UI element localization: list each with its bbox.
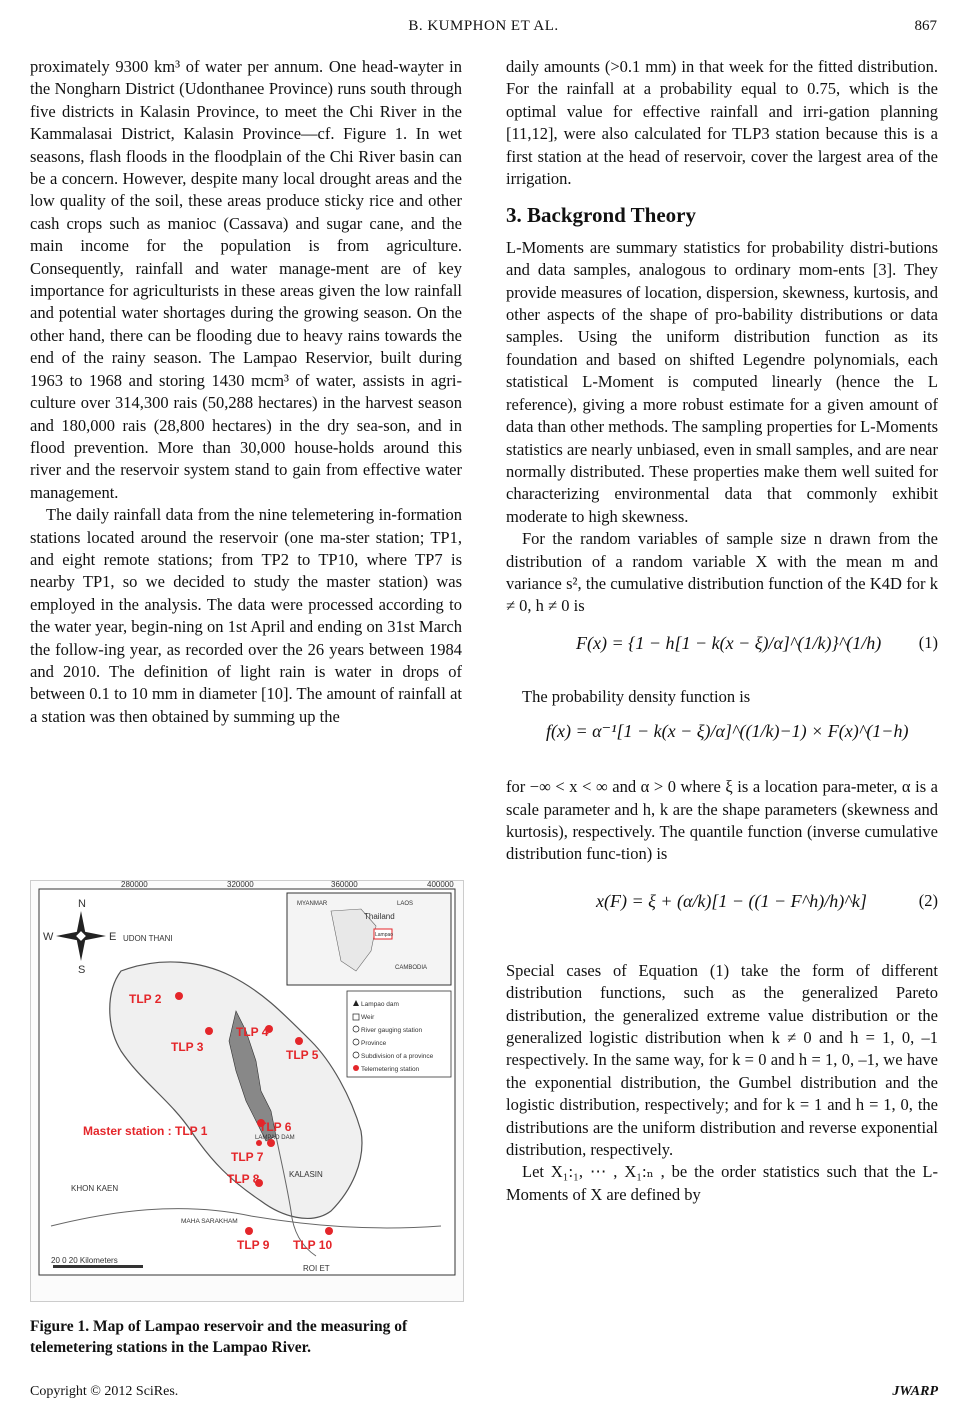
figure-caption: Figure 1. Map of Lampao reservoir and the measuring of telemetering stations in the Lampao River.	[30, 1318, 408, 1356]
master-station-label: Master station : TLP 1	[83, 1124, 208, 1138]
legend-item-4: Province	[361, 1040, 387, 1047]
equation-2-text: x(F) = ξ + (α/k)[1 − ((1 − F^h)/h)^k]	[596, 890, 867, 911]
compass-s: S	[78, 964, 86, 976]
station-label-3: TLP 3	[171, 1040, 204, 1054]
x-ticks	[121, 881, 454, 889]
station-label-4: TLP 4	[236, 1025, 269, 1039]
compass-e: E	[109, 931, 117, 943]
place-roiet: ROI ET	[303, 1264, 330, 1273]
inset-map	[287, 893, 451, 985]
right-paragraph-7: Let X₁:₁, ⋯ , X₁:ₙ , be the order statistics such that the L-Moments of X are defined by	[506, 1162, 938, 1204]
copyright: Copyright © 2012 SciRes.	[30, 1384, 179, 1399]
station-dot-3	[205, 1027, 213, 1035]
equation-2-number: (2)	[918, 890, 938, 910]
right-paragraph-5: for −∞ < x < ∞ and α > 0 where ξ is a location para-meter, α is a scale parameter and h, k are the shape parameters (skewness and kurtosis), respectively. The quantile function (inverse cumulative distribution func-tion) is	[506, 777, 938, 864]
legend-item-1: Lampao dam	[361, 1001, 399, 1008]
equation-1	[506, 618, 938, 678]
compass-n: N	[78, 898, 86, 910]
place-maha: MAHA SARAKHAM	[181, 1218, 238, 1225]
figure-map	[30, 880, 464, 1302]
station-dot-5	[295, 1037, 303, 1045]
inset-myanmar: MYANMAR	[297, 901, 328, 907]
left-column	[30, 56, 462, 728]
equation-pdf	[506, 708, 938, 766]
station-label-10: TLP 10	[293, 1238, 333, 1252]
tick-x1: 280000	[121, 881, 148, 889]
equation-2	[506, 866, 938, 960]
station-label-2: TLP 2	[129, 992, 162, 1006]
station-label-7: TLP 7	[231, 1150, 264, 1164]
legend-item-3: River gauging station	[361, 1027, 423, 1034]
legend-item-5: Subdivision of a province	[361, 1053, 434, 1060]
compass-w: W	[43, 931, 54, 943]
station-dot-2	[175, 992, 183, 1000]
scale-bar-label: 20 0 20 Kilometers	[51, 1256, 118, 1265]
inset-laos: LAOS	[397, 901, 414, 907]
equation-1-text: F(x) = {1 − h[1 − k(x − ξ)/α]^(1/k)}^(1/h)	[576, 632, 882, 653]
tick-x3: 360000	[331, 881, 358, 889]
journal-name: JWARP	[892, 1384, 938, 1399]
station-dot-9	[245, 1227, 253, 1235]
station-label-9: TLP 9	[237, 1238, 270, 1252]
tick-x2: 320000	[227, 881, 254, 889]
right-paragraph-6: Special cases of Equation (1) take the form of different distribution functions, such as the generalized Pareto distribution, the generalized extreme value distribution or the generalized logistic distribution when k ≠ 0 and h = 1, 0, –1 respectively. In the same way, for k = 0 and h = 1, 0, –1, we have the exponential distribution, the Gumbel distribution and the logistic distribution, respectively; and for k = 1 and h = 1, 0, the distributions are the uniform distribution and reverse exponential distribution, respectively.	[506, 960, 938, 1160]
right-paragraph-1: daily amounts (>0.1 mm) in that week for the fitted distribution. For the rainfall at a probability equal to 0.75, which is the optimal value for effective rainfall and irri-gation planning [11,12], were also calculated for TLP3 station because this is a first station at the head of reservoir, cover the largest area of the irrigation.	[506, 57, 938, 189]
scale-bar	[53, 1265, 143, 1268]
running-title: B. KUMPHON ET AL.	[408, 18, 559, 34]
left-paragraph-2: The daily rainfall data from the nine telemetering in-formation stations located around the reservoir (one ma-ster station; TP1, and eight remote stations; from TP2 to TP10, where TP7 is nearby TP1, so we decided to study the master station) was employed in the analysis. The data were processed according to the water year, begin-ning on 1st April and ending on 31st March the follow-ing year, as recorded over the 26 years between 1984 and 2010. The definition of light rain is water in drops of between 0.1 to 10 mm in diameter [10]. The amount of rainfall at a station was then obtained by summing up the	[30, 505, 462, 726]
place-udon: UDON THANI	[123, 934, 173, 943]
right-paragraph-4: The probability density function is	[522, 686, 751, 706]
right-paragraph-3: For the random variables of sample size n drawn from the distribution of a random variable X with the mean m and variance s², the cumulative distribution function of the K4D for k ≠ 0, h ≠ 0 is	[506, 529, 938, 616]
inset-lampao: Lampao	[375, 932, 394, 938]
place-khon: KHON KAEN	[71, 1184, 119, 1193]
place-kalasin: KALASIN	[289, 1170, 323, 1179]
left-paragraph-1: proximately 9300 km³ of water per annum. One head-wayter in the Nongharn District (Udonthanee Province) runs south through five districts in Kalasin Province, to meet the Chi River in the Kammalasai District, Kalasin Province—cf. Figure 1. In wet seasons, flash floods in the floodplain of the Chi River basin can be a concern. However, despite many local drought areas and the low quality of the soil, these areas produce sticky rice and other cash crops such as manioc (Cassava) and sugar cane, and the main income for the population is from agriculture. Consequently, rainfall and water manage-ment are of key importance for agriculturists in these areas given the low rainfall and potential water shortages during the growing season. On the other hand, there can be flooding due to heavy rains towards the end of the rainy season. The Lampao Reservior, built during 1963 to 1968 and storing 1430 mcm³ of water, assists in agri-culture over 314,300 rais (50,288 hectares) in the harvest season and 180,000 rais (28,800 hectares) in the dry sea-son, and in flood prevention. More than 30,000 house-holds around this river and the reservoir system stand to gain from effective water management.	[30, 57, 462, 502]
legend-item-6: Telemetering station	[361, 1066, 420, 1073]
station-label-8: TLP 8	[227, 1172, 260, 1186]
station-dot-10	[325, 1227, 333, 1235]
page-number: 867	[914, 18, 937, 34]
equation-1-number: (1)	[918, 632, 938, 652]
tick-x4: 400000	[427, 881, 454, 889]
map-legend	[347, 991, 451, 1077]
inset-cambodia: CAMBODIA	[395, 965, 428, 971]
map-svg	[31, 881, 463, 1301]
place-lampao-dam: LAMPAO DAM	[255, 1135, 295, 1141]
inset-thailand: Thailand	[364, 912, 395, 921]
station-label-5: TLP 5	[286, 1048, 319, 1062]
right-paragraph-2: L-Moments are summary statistics for probability distri-butions and data samples, analogous to ordinary mom-ents [3]. They provide measures of location, dispersion, skewness, kurtosis, and other aspects of the shape of pro-bability distributions or data samples. Using the uniform distribution function as its foundation and based on shifted Legendre polynomials, each statistical L-Moment is computed linearly (hence the L reference), giving a more robust estimate for a given amount of data than other methods. The sampling properties for L-Moments statistics are nearly unbiased, even in small samples, and are near normally distributed. These properties make them well suited for characterizing environmental data that commonly exhibit moderate to high skewness.	[506, 237, 938, 526]
right-column	[506, 56, 938, 1206]
equation-pdf-text: f(x) = α⁻¹[1 − k(x − ξ)/α]^((1/k)−1) × F(x)^(1−h)	[546, 721, 909, 742]
station-label-6: TLP 6	[259, 1120, 292, 1134]
section-heading: 3. Backgrond Theory	[506, 203, 697, 228]
legend-item-2: Weir	[361, 1014, 375, 1021]
